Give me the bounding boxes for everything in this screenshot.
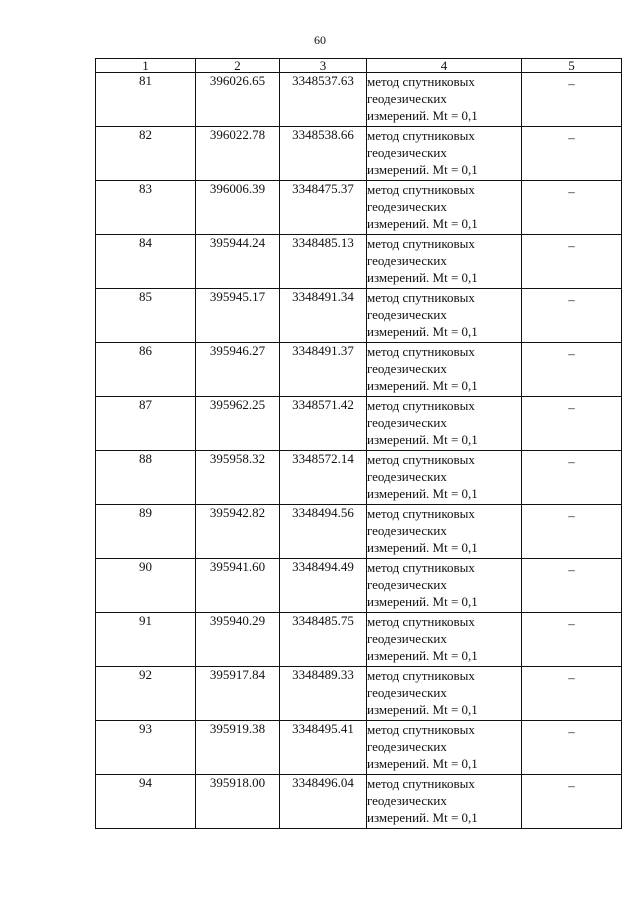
method-cell — [367, 343, 522, 397]
method-line: измерений. Mt = 0,1 — [367, 486, 478, 501]
table-row — [96, 235, 622, 289]
y-coordinate-cell: 3348485.13 — [280, 235, 367, 289]
y-coordinate-cell: 3348494.56 — [280, 505, 367, 559]
method-line: измерений. Mt = 0,1 — [367, 810, 478, 825]
y-coordinate-cell: 3348475.37 — [280, 181, 367, 235]
column-header: 1 — [96, 59, 196, 73]
dash-mark: – — [568, 130, 575, 145]
y-coordinate-cell: 3348485.75 — [280, 613, 367, 667]
table-row — [96, 343, 622, 397]
y-coordinate-cell: 3348496.04 — [280, 775, 367, 829]
method-line: метод спутниковых — [367, 236, 475, 251]
x-coordinate-cell: 395944.24 — [196, 235, 280, 289]
coordinates-table — [95, 58, 622, 829]
point-number-cell: 86 — [96, 343, 196, 397]
table-row — [96, 505, 622, 559]
method-line: метод спутниковых — [367, 344, 475, 359]
note-cell — [522, 127, 622, 181]
point-number-cell: 93 — [96, 721, 196, 775]
method-line: геодезических — [367, 415, 447, 430]
dash-mark: – — [568, 508, 575, 523]
method-cell — [367, 613, 522, 667]
point-number-cell: 84 — [96, 235, 196, 289]
table-row — [96, 451, 622, 505]
dash-mark: – — [568, 184, 575, 199]
point-number-cell: 83 — [96, 181, 196, 235]
method-line: метод спутниковых — [367, 290, 475, 305]
x-coordinate-cell: 395917.84 — [196, 667, 280, 721]
method-line: измерений. Mt = 0,1 — [367, 378, 478, 393]
page-number: 60 — [314, 33, 326, 47]
method-line: метод спутниковых — [367, 614, 475, 629]
table-row — [96, 775, 622, 829]
dash-mark: – — [568, 778, 575, 793]
y-coordinate-cell: 3348538.66 — [280, 127, 367, 181]
method-line: метод спутниковых — [367, 560, 475, 575]
x-coordinate-cell: 395946.27 — [196, 343, 280, 397]
y-coordinate-cell: 3348572.14 — [280, 451, 367, 505]
y-coordinate-cell: 3348494.49 — [280, 559, 367, 613]
method-cell — [367, 451, 522, 505]
method-line: метод спутниковых — [367, 182, 475, 197]
point-number-cell: 90 — [96, 559, 196, 613]
note-cell — [522, 397, 622, 451]
note-cell — [522, 613, 622, 667]
method-line: геодезических — [367, 145, 447, 160]
method-line: метод спутниковых — [367, 452, 475, 467]
x-coordinate-cell: 395962.25 — [196, 397, 280, 451]
y-coordinate-cell: 3348491.34 — [280, 289, 367, 343]
method-cell — [367, 505, 522, 559]
note-cell — [522, 343, 622, 397]
method-cell — [367, 235, 522, 289]
dash-mark: – — [568, 400, 575, 415]
table-row — [96, 667, 622, 721]
method-cell — [367, 73, 522, 127]
x-coordinate-cell: 395958.32 — [196, 451, 280, 505]
x-coordinate-cell: 395945.17 — [196, 289, 280, 343]
method-line: измерений. Mt = 0,1 — [367, 756, 478, 771]
table-row — [96, 559, 622, 613]
dash-mark: – — [568, 76, 575, 91]
table-row — [96, 397, 622, 451]
table-row — [96, 181, 622, 235]
method-line: геодезических — [367, 91, 447, 106]
method-line: геодезических — [367, 469, 447, 484]
method-line: геодезических — [367, 523, 447, 538]
method-cell — [367, 775, 522, 829]
dash-mark: – — [568, 292, 575, 307]
method-line: геодезических — [367, 793, 447, 808]
method-line: геодезических — [367, 253, 447, 268]
point-number-cell: 82 — [96, 127, 196, 181]
x-coordinate-cell: 395941.60 — [196, 559, 280, 613]
method-cell — [367, 127, 522, 181]
table-row — [96, 721, 622, 775]
y-coordinate-cell: 3348495.41 — [280, 721, 367, 775]
point-number-cell: 94 — [96, 775, 196, 829]
method-line: метод спутниковых — [367, 128, 475, 143]
method-line: измерений. Mt = 0,1 — [367, 702, 478, 717]
x-coordinate-cell: 395918.00 — [196, 775, 280, 829]
note-cell — [522, 451, 622, 505]
method-cell — [367, 397, 522, 451]
y-coordinate-cell: 3348537.63 — [280, 73, 367, 127]
note-cell — [522, 235, 622, 289]
method-line: измерений. Mt = 0,1 — [367, 432, 478, 447]
dash-mark: – — [568, 562, 575, 577]
method-line: геодезических — [367, 199, 447, 214]
method-line: измерений. Mt = 0,1 — [367, 270, 478, 285]
method-line: метод спутниковых — [367, 506, 475, 521]
method-line: геодезических — [367, 739, 447, 754]
note-cell — [522, 289, 622, 343]
point-number-cell: 85 — [96, 289, 196, 343]
dash-mark: – — [568, 724, 575, 739]
method-cell — [367, 181, 522, 235]
method-line: метод спутниковых — [367, 776, 475, 791]
method-line: геодезических — [367, 577, 447, 592]
method-line: измерений. Mt = 0,1 — [367, 216, 478, 231]
column-header: 3 — [280, 59, 367, 73]
method-line: геодезических — [367, 361, 447, 376]
method-cell — [367, 721, 522, 775]
method-line: измерений. Mt = 0,1 — [367, 324, 478, 339]
y-coordinate-cell: 3348489.33 — [280, 667, 367, 721]
dash-mark: – — [568, 616, 575, 631]
method-cell — [367, 667, 522, 721]
note-cell — [522, 775, 622, 829]
point-number-cell: 89 — [96, 505, 196, 559]
method-line: измерений. Mt = 0,1 — [367, 594, 478, 609]
method-line: геодезических — [367, 307, 447, 322]
x-coordinate-cell: 396022.78 — [196, 127, 280, 181]
method-line: метод спутниковых — [367, 722, 475, 737]
dash-mark: – — [568, 346, 575, 361]
method-line: метод спутниковых — [367, 668, 475, 683]
note-cell — [522, 73, 622, 127]
dash-mark: – — [568, 454, 575, 469]
x-coordinate-cell: 395940.29 — [196, 613, 280, 667]
y-coordinate-cell: 3348491.37 — [280, 343, 367, 397]
method-line: измерений. Mt = 0,1 — [367, 648, 478, 663]
method-line: метод спутниковых — [367, 74, 475, 89]
method-line: геодезических — [367, 685, 447, 700]
x-coordinate-cell: 396006.39 — [196, 181, 280, 235]
point-number-cell: 87 — [96, 397, 196, 451]
method-line: геодезических — [367, 631, 447, 646]
column-header: 2 — [196, 59, 280, 73]
x-coordinate-cell: 395919.38 — [196, 721, 280, 775]
note-cell — [522, 181, 622, 235]
table-row — [96, 127, 622, 181]
y-coordinate-cell: 3348571.42 — [280, 397, 367, 451]
table-row — [96, 613, 622, 667]
table-row — [96, 73, 622, 127]
note-cell — [522, 667, 622, 721]
x-coordinate-cell: 396026.65 — [196, 73, 280, 127]
method-line: измерений. Mt = 0,1 — [367, 540, 478, 555]
point-number-cell: 81 — [96, 73, 196, 127]
table-header-row — [96, 59, 622, 73]
column-header: 5 — [522, 59, 622, 73]
table-row — [96, 289, 622, 343]
point-number-cell: 92 — [96, 667, 196, 721]
dash-mark: – — [568, 670, 575, 685]
column-header: 4 — [367, 59, 522, 73]
method-line: измерений. Mt = 0,1 — [367, 162, 478, 177]
note-cell — [522, 505, 622, 559]
method-line: измерений. Mt = 0,1 — [367, 108, 478, 123]
point-number-cell: 91 — [96, 613, 196, 667]
note-cell — [522, 559, 622, 613]
point-number-cell: 88 — [96, 451, 196, 505]
note-cell — [522, 721, 622, 775]
method-line: метод спутниковых — [367, 398, 475, 413]
method-cell — [367, 559, 522, 613]
dash-mark: – — [568, 238, 575, 253]
x-coordinate-cell: 395942.82 — [196, 505, 280, 559]
table-body — [96, 73, 622, 829]
method-cell — [367, 289, 522, 343]
